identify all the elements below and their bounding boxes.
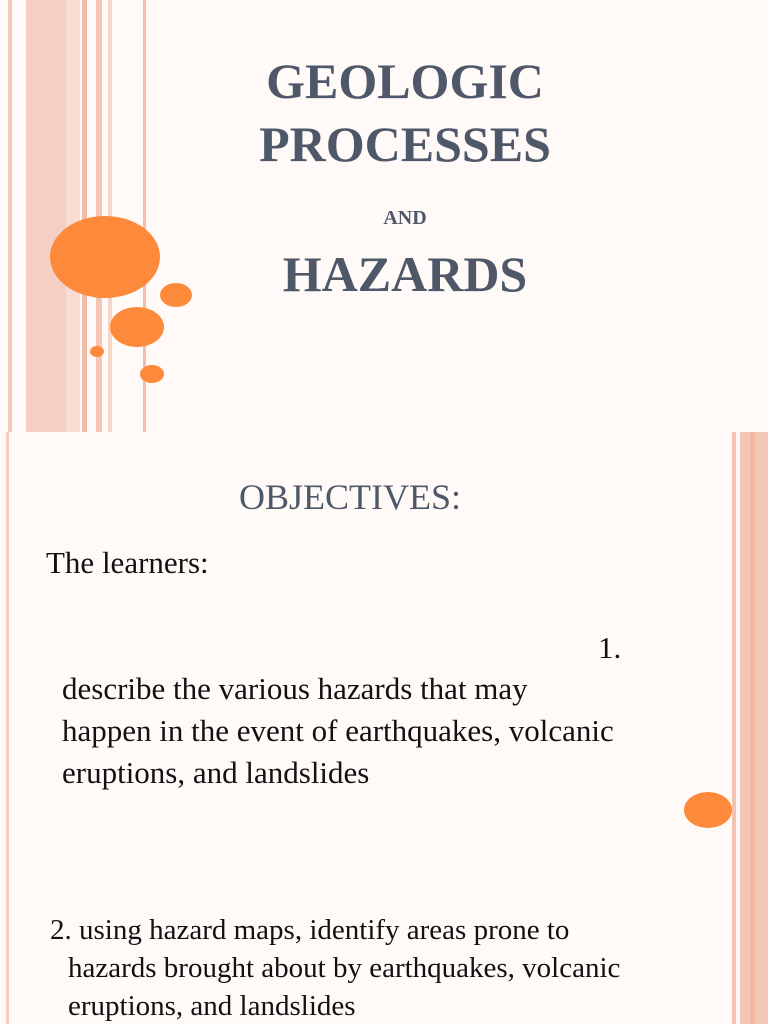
decorative-circle bbox=[160, 283, 192, 307]
title-slide bbox=[0, 0, 768, 432]
objective-1-number: 1. bbox=[598, 630, 622, 665]
learners-intro: The learners: bbox=[46, 545, 209, 580]
decorative-stripe bbox=[732, 432, 736, 1024]
decorative-stripe bbox=[750, 432, 755, 1024]
decorative-stripe bbox=[6, 432, 9, 1024]
decorative-circle bbox=[684, 792, 732, 828]
decorative-circle bbox=[50, 216, 160, 298]
title-connector: AND bbox=[383, 207, 427, 229]
decorative-stripe bbox=[26, 0, 66, 432]
title-line-3: HAZARDS bbox=[282, 246, 528, 302]
decorative-circle bbox=[140, 365, 164, 383]
decorative-stripe bbox=[66, 0, 80, 432]
decorative-circle bbox=[110, 307, 164, 347]
title-line-1: GEOLOGIC bbox=[266, 53, 544, 109]
objective-1-text: describe the various hazards that may happen in the event of earthquakes, volcanic eruptions, and landslides bbox=[62, 671, 614, 790]
title-line-2: PROCESSES bbox=[259, 116, 551, 172]
decorative-stripe bbox=[8, 0, 12, 432]
decorative-stripe bbox=[82, 0, 87, 432]
objective-2-first-line: 2. using hazard maps, identify areas prone to bbox=[50, 914, 570, 946]
decorative-circle bbox=[90, 346, 104, 357]
objectives-heading: OBJECTIVES: bbox=[238, 477, 461, 517]
objective-2-text: hazards brought about by earthquakes, volcanic eruptions, and landslides bbox=[68, 952, 621, 1022]
